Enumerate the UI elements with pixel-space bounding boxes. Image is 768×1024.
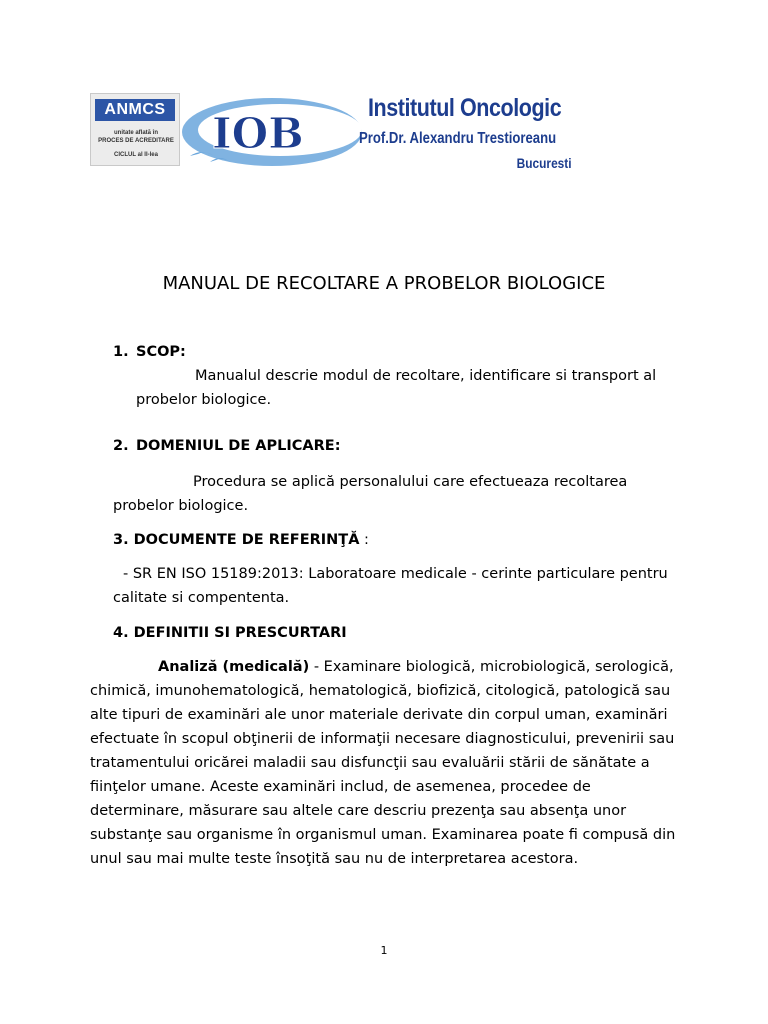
- section-4-heading: 4. DEFINITII SI PRESCURTARI: [113, 625, 347, 641]
- section-1-number: 1.: [113, 344, 129, 360]
- definition-line-7: substanţe sau organisme în organismul uman. Examinarea poate fi compusă din: [90, 827, 676, 843]
- definition-first-line: [158, 655, 674, 679]
- institute-city: Bucuresti: [517, 155, 572, 171]
- definition-line-2: alte tipuri de examinări ale unor materiale derivate din corpul uman, examinări: [90, 707, 668, 723]
- anmcs-accreditation-logo: [90, 93, 180, 166]
- page-number: 1: [380, 944, 388, 957]
- iob-logo-letters: IOB: [212, 109, 304, 158]
- section-2-heading: DOMENIUL DE APLICARE:: [136, 438, 341, 454]
- section-3-heading-suffix: :: [359, 532, 369, 548]
- definition-line-1: chimică, imunohematologică, hematologică, biofizică, citologică, patologică sau: [90, 683, 671, 699]
- definition-term: Analiză (medicală): [158, 659, 310, 675]
- section-1-text-line1: Manualul descrie modul de recoltare, identificare si transport al: [195, 368, 657, 384]
- section-2-number: 2.: [113, 438, 129, 454]
- anmcs-line2: PROCES DE ACREDITARE: [98, 138, 174, 144]
- section-1-text-line2: probelor biologice.: [136, 392, 272, 408]
- section-1-heading: SCOP:: [136, 344, 186, 360]
- document-title: MANUAL DE RECOLTARE A PROBELOR BIOLOGICE: [162, 273, 606, 294]
- definition-line-8: unul sau mai multe teste însoţită sau nu de interpretarea acestora.: [90, 851, 579, 867]
- section-3-heading: 3. DOCUMENTE DE REFERINŢĂ: [113, 532, 360, 548]
- iob-logo: [182, 90, 372, 170]
- institute-person: Prof.Dr. Alexandru Trestioreanu: [359, 130, 557, 147]
- section-2-text-line1: Procedura se aplică personalului care efectueaza recoltarea: [193, 474, 628, 490]
- section-3-text-line1: - SR EN ISO 15189:2013: Laboratoare medicale - cerinte particulare pentru: [123, 566, 668, 582]
- anmcs-logo-name: ANMCS: [95, 99, 175, 121]
- anmcs-line3: CICLUL al II-lea: [114, 152, 158, 158]
- section-3-heading-row: [113, 528, 369, 552]
- anmcs-line1: unitate aflată în: [113, 130, 158, 136]
- definition-line-4: tratamentului oricărei maladii sau disfuncţii sau evaluării stării de sănătate a: [90, 755, 650, 771]
- definition-line-0: - Examinare biologică, microbiologică, serologică,: [309, 659, 674, 675]
- section-2-text-line2: probelor biologice.: [113, 498, 249, 514]
- definition-line-6: determinare, măsurare sau altele care descriu prezenţa sau absenţa unor: [90, 803, 627, 819]
- institute-name: Institutul Oncologic: [368, 94, 562, 122]
- definition-line-3: efectuate în scopul obţinerii de informaţii necesare diagnosticului, prevenirii sau: [90, 731, 675, 747]
- definition-line-5: fiinţelor umane. Aceste examinări includ, de asemenea, procedee de: [90, 779, 591, 795]
- section-3-text-line2: calitate si compententa.: [113, 590, 290, 606]
